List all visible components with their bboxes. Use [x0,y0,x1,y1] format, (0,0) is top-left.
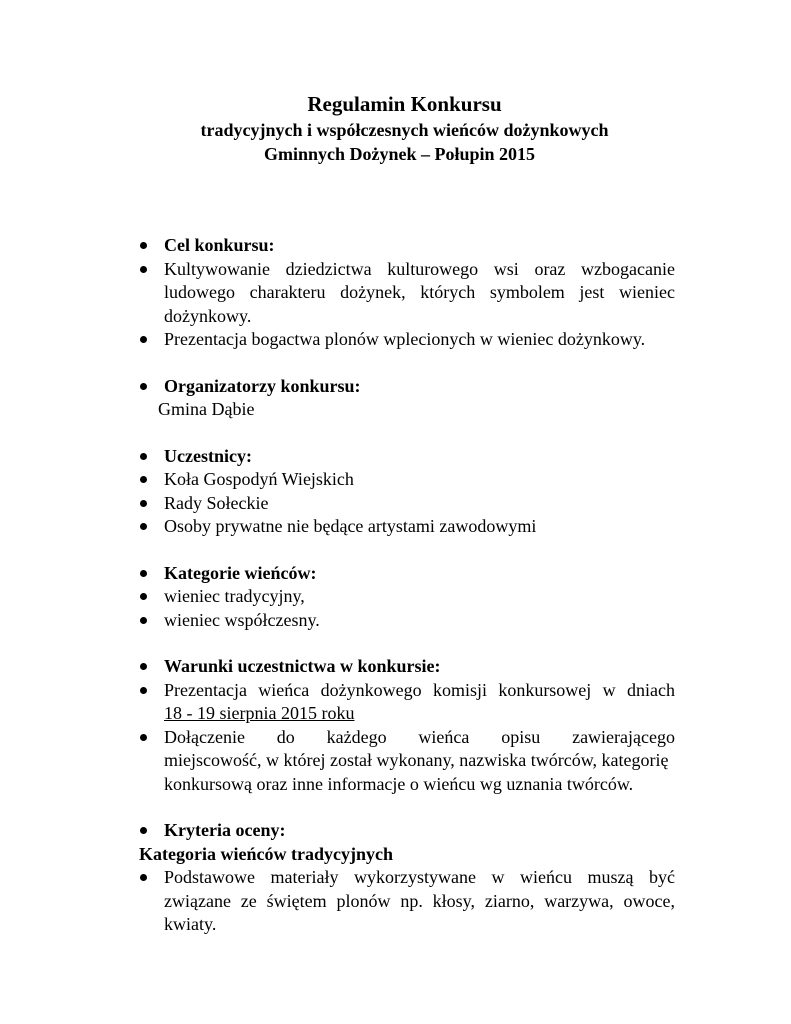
section-heading [139,655,675,679]
heading-text: Cel konkursu: [164,235,275,255]
heading-text: Organizatorzy konkursu: [164,375,361,396]
section-heading [139,445,675,469]
list-item [139,679,675,726]
list-item-text: wieniec współczesny. [164,609,320,630]
list-item-text: Prezentacja wieńca dożynkowego komisji konkursowej w dniach [164,679,675,700]
section-cel [139,234,675,352]
list-item-text: Osoby prywatne nie będące artystami zawodowymi [164,516,537,536]
section-uczestnicy [139,445,675,539]
list-item-text: Kultywowanie dziedzictwa kulturowego wsi oraz wzbogacanie ludowego charakteru dożynek, których symbolem jest wieniec dożynkowy. [164,258,675,326]
list-item-text: Prezentacja bogactwa plonów wplecionych w wieniec dożynkowy. [164,329,646,349]
list-item-text: Koła Gospodyń Wiejskich [164,469,354,489]
document-subtitle: tradycyjnych i współczesnych wieńców dożynkowych [200,120,609,140]
list-item [139,585,675,609]
list-item [139,726,675,797]
heading-text: Kryteria oceny: [164,820,286,840]
document-body [139,234,675,960]
subheading: Kategoria wieńców tradycyjnych [139,843,393,864]
section-heading [139,375,675,399]
list-item [139,492,675,516]
section-warunki [139,655,675,796]
list-item-text: Dołączenie do każdego wieńca opisu zawierającego [164,726,675,747]
heading-text: Uczestnicy: [164,445,252,466]
list-item [139,258,675,329]
document-event: Gminnych Dożynek – Połupin 2015 [263,144,536,164]
list-item [139,328,675,352]
section-organizatorzy [139,375,675,422]
section-heading [139,819,675,843]
heading-text: Warunki uczestnictwa w konkursie: [164,656,441,676]
section-heading [139,234,675,258]
document-title: Regulamin Konkursu [307,92,502,116]
list-item-text: miejscowość, w której został wykonany, nazwiska twórców, kategorię konkursową oraz inne informacje o wieńcu wg uznania twórców. [164,750,669,794]
list-item [139,515,675,539]
list-item [139,866,675,937]
list-item-text: Podstawowe materiały wykorzystywane w wieńcu muszą być związane ze świętem plonów np. kłosy, ziarno, warzywa, owoce, kwiaty. [164,867,675,934]
section-kategorie [139,562,675,633]
section-heading [139,562,675,586]
date-text: 18 - 19 sierpnia 2015 roku [164,703,355,723]
list-item-text: wieniec tradycyjny, [164,586,305,606]
heading-text: Kategorie wieńców: [164,562,317,583]
list-item [139,609,675,633]
section-kryteria [139,819,675,937]
list-item-text: Rady Sołeckie [164,492,269,513]
title-block [0,90,791,166]
list-item [139,468,675,492]
organizer-value: Gmina Dąbie [158,399,255,419]
